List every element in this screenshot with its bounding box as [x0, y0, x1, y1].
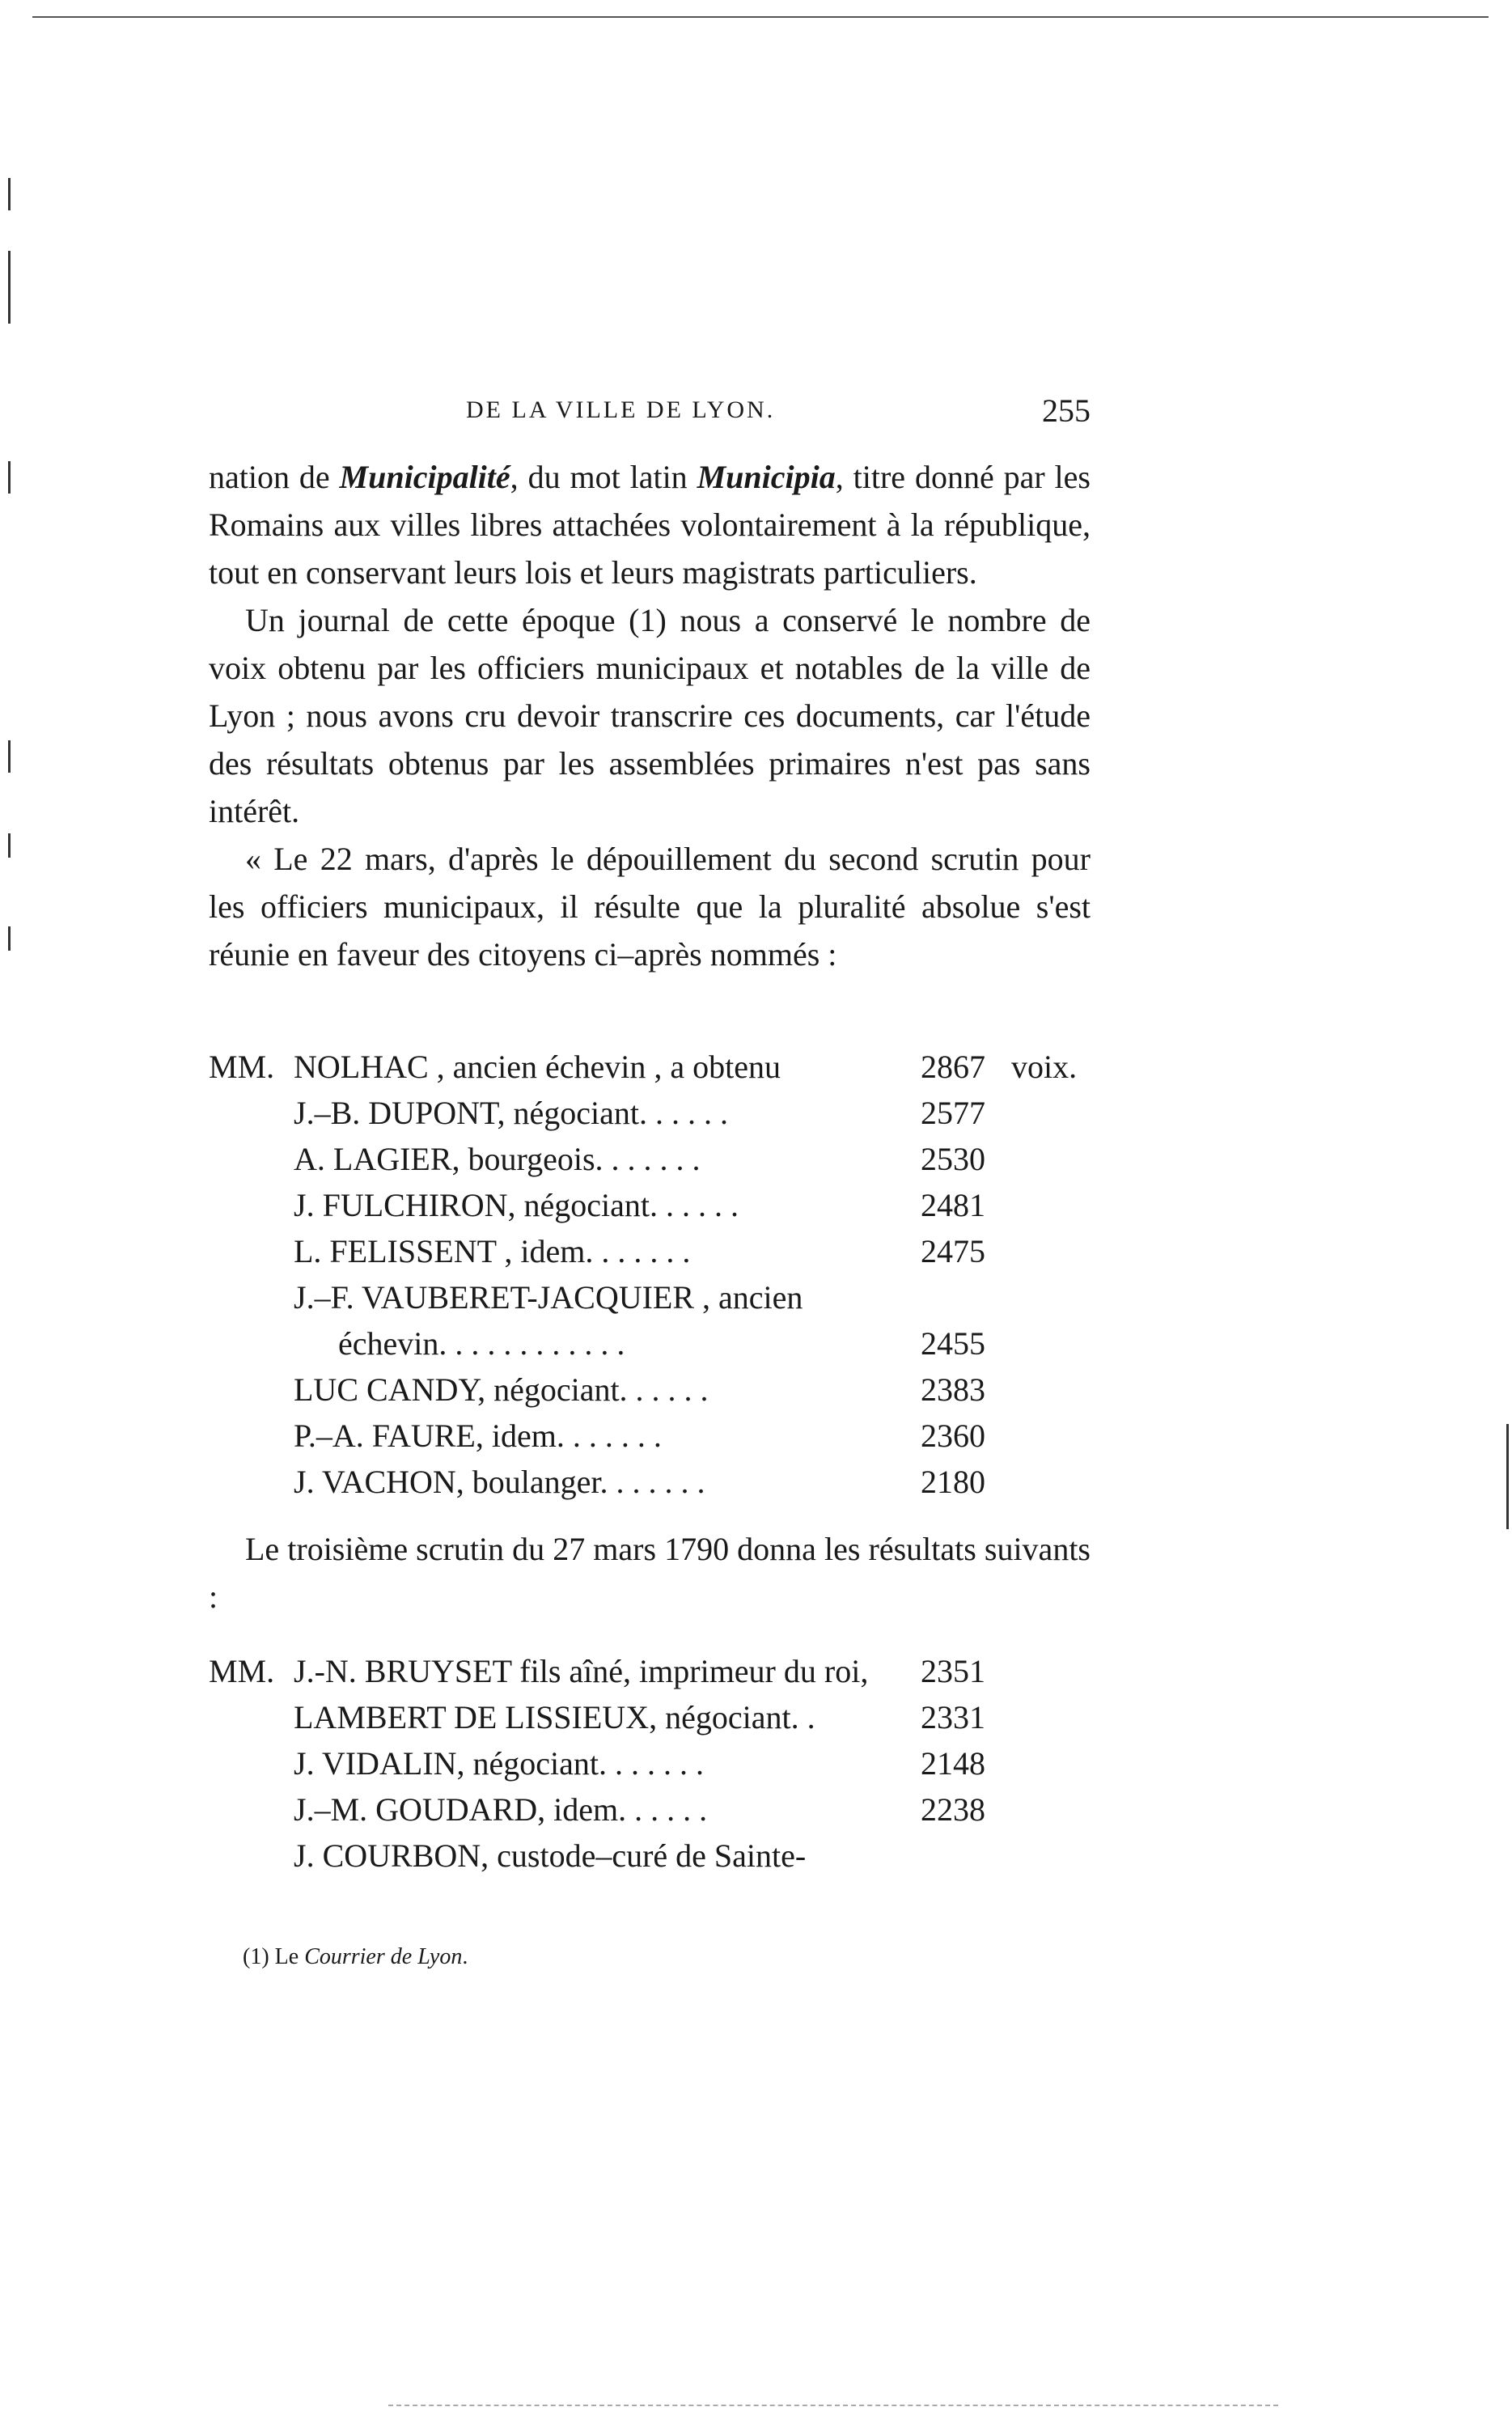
first-results-list — [209, 1044, 1091, 1505]
result-name: NOLHAC , ancien échevin , a obtenu — [294, 1049, 781, 1085]
page-number: 255 — [1042, 392, 1091, 429]
vote-count: 2238 — [921, 1791, 985, 1828]
result-row — [209, 1740, 1091, 1786]
vote-count: 2455 — [921, 1325, 985, 1362]
result-row — [209, 1786, 1091, 1833]
vote-count: 2577 — [921, 1095, 985, 1131]
result-name: J.–B. DUPONT, négociant. . . . . . — [294, 1095, 728, 1131]
result-row — [209, 1182, 1091, 1228]
result-name: échevin. . . . . . . . . . . . — [338, 1325, 625, 1362]
result-row — [209, 1136, 1091, 1182]
result-name: J. VIDALIN, négociant. . . . . . . — [294, 1745, 704, 1782]
margin-mark — [8, 740, 11, 773]
vote-count: 2351 — [921, 1653, 985, 1689]
result-name: L. FELISSENT , idem. . . . . . . — [294, 1233, 691, 1269]
vote-count: 2475 — [921, 1233, 985, 1269]
top-rule — [32, 16, 1489, 18]
result-name: J. FULCHIRON, négociant. . . . . . — [294, 1187, 739, 1223]
result-row — [209, 1694, 1091, 1740]
second-results-list — [209, 1648, 1091, 1879]
body-text — [209, 453, 1091, 978]
body-text — [209, 1525, 1091, 1621]
paragraph: « Le 22 mars, d'après le dépouillement du second scrutin pour les officiers municipaux, il résulte que la pluralité absolue s'est réunie en faveur des citoyens ci–après nommés : — [209, 841, 1091, 973]
honorific-prefix: MM. — [209, 1049, 275, 1085]
margin-mark — [8, 178, 11, 210]
vote-count: 2867 — [921, 1049, 985, 1085]
result-name: LAMBERT DE LISSIEUX, négociant. . — [294, 1699, 815, 1735]
vote-count: 2331 — [921, 1699, 985, 1735]
vote-count: 2530 — [921, 1141, 985, 1177]
result-row — [209, 1367, 1091, 1413]
margin-mark — [8, 251, 11, 324]
result-row — [209, 1413, 1091, 1459]
result-name: A. LAGIER, bourgeois. . . . . . . — [294, 1141, 701, 1177]
vote-count: 2383 — [921, 1371, 985, 1408]
bottom-rule — [388, 2405, 1278, 2406]
result-name: J.–F. VAUBERET-JACQUIER , ancien — [294, 1279, 803, 1316]
vote-count: 2360 — [921, 1418, 985, 1454]
result-name: J.–M. GOUDARD, idem. . . . . . — [294, 1791, 708, 1828]
result-name: LUC CANDY, négociant. . . . . . — [294, 1371, 709, 1408]
running-head: DE LA VILLE DE LYON. — [466, 396, 776, 423]
result-row — [209, 1833, 1091, 1879]
footnote: (1) Le Courrier de Lyon. — [243, 1944, 468, 1969]
result-row — [209, 1320, 1091, 1367]
vote-count: 2481 — [921, 1187, 985, 1223]
paragraph: nation de Municipalité, du mot latin Municipia, titre donné par les Romains aux villes libres attachées volontairement à la république, tout en conservant leurs lois et leurs magistrats particuliers. — [209, 459, 1091, 591]
result-name: J. VACHON, boulanger. . . . . . . — [294, 1464, 705, 1500]
result-name: P.–A. FAURE, idem. . . . . . . — [294, 1418, 662, 1454]
vote-count: 2148 — [921, 1745, 985, 1782]
vote-count: 2180 — [921, 1464, 985, 1500]
paragraph: Un journal de cette époque (1) nous a conservé le nombre de voix obtenu par les officiers municipaux et notables de la ville de Lyon ; nous avons cru devoir transcrire ces documents, car l'étude des résultats obtenus par les assemblées primaires n'est pas sans intérêt. — [209, 602, 1091, 829]
result-name: J.-N. BRUYSET fils aîné, imprimeur du roi, — [294, 1653, 869, 1689]
result-row — [209, 1648, 1091, 1694]
margin-mark — [1506, 1424, 1509, 1529]
result-row — [209, 1044, 1091, 1090]
margin-mark — [8, 461, 11, 494]
result-name: J. COURBON, custode–curé de Sainte- — [294, 1837, 807, 1874]
result-row — [209, 1228, 1091, 1274]
honorific-prefix: MM. — [209, 1653, 275, 1689]
page-header — [209, 392, 1091, 442]
result-row — [209, 1459, 1091, 1505]
result-row — [209, 1090, 1091, 1136]
vote-unit: voix. — [1011, 1049, 1078, 1085]
margin-mark — [8, 833, 11, 858]
margin-mark — [8, 926, 11, 951]
result-row — [209, 1274, 1091, 1320]
paragraph: Le troisième scrutin du 27 mars 1790 donna les résultats suivants : — [209, 1531, 1091, 1615]
